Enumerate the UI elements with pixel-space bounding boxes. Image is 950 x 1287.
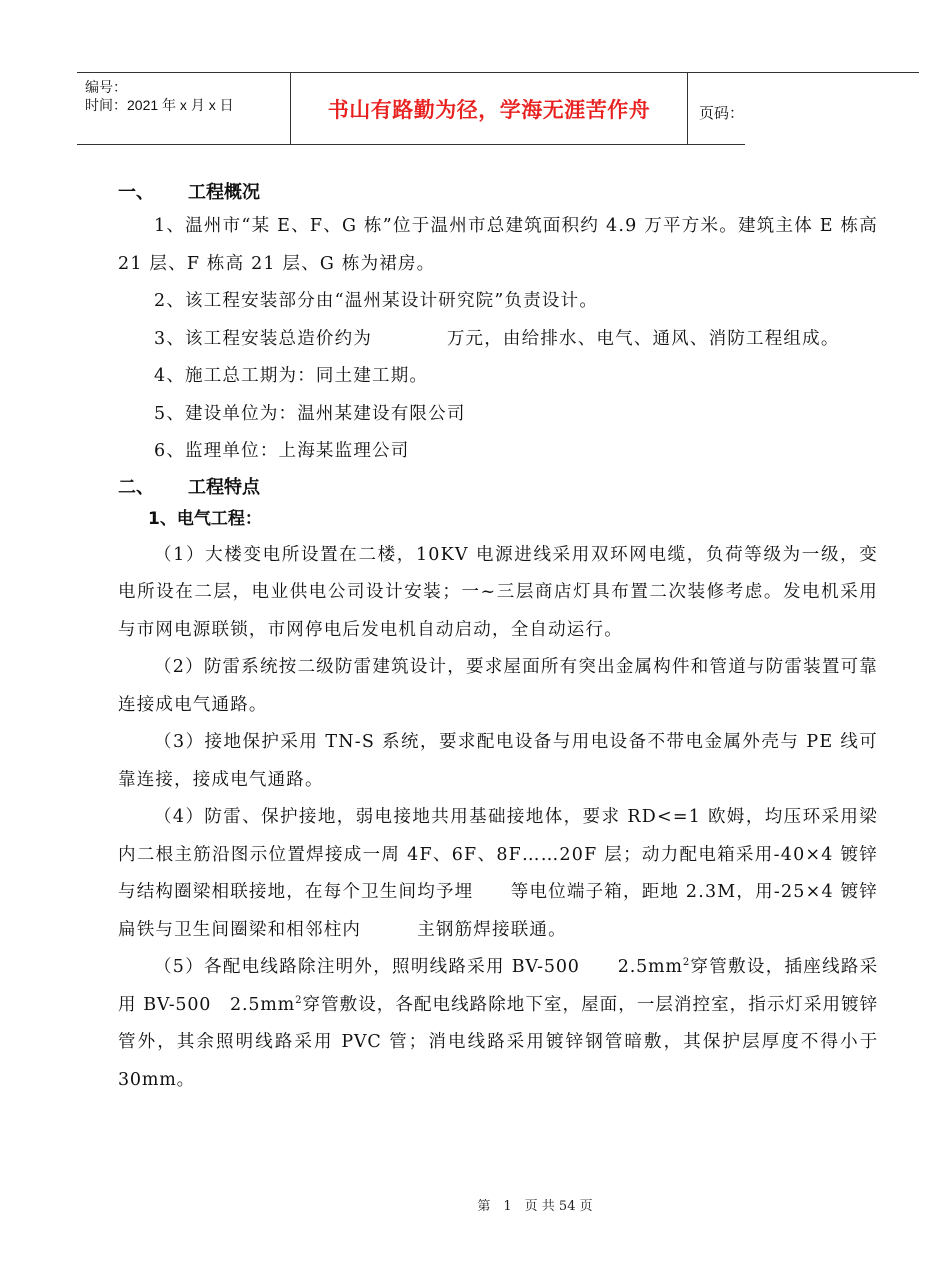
paragraph: （3）接地保护采用 TN-S 系统，要求配电设备与用电设备不带电金属外壳与 PE 线可靠连接，接成电气通路。 [118,732,878,790]
paragraph: 3、该工程安装总造价约为 万元，由给排水、电气、通风、消防工程组成。 [154,328,840,349]
header-top-rule [77,72,919,73]
header-motto: 书山有路勤为径，学海无涯苦作舟 [327,98,651,122]
header-bottom-rule [77,144,745,145]
section-number: 一、 [118,182,154,203]
paragraph [118,949,878,1099]
text-run: 穿管敷设，插座线路采用 BV-500 2.5mm [118,957,878,1015]
paragraph: 1、温州市“某 E、F、G 栋”位于温州市总建筑面积约 4.9 万平方米。建筑主体 E 栋高 21 层、F 栋高 21 层、G 栋为裙房。 [118,216,878,274]
page-footer: 第 1 页 共 54 页 [477,1199,593,1214]
superscript: 2 [295,994,303,1006]
time-label: 时间：2021 年 x 月 x 日 [85,97,234,113]
paragraph: （2）防雷系统按二级防雷建筑设计，要求屋面所有突出金属构件和管道与防雷装置可靠连接成电气通路。 [118,657,878,715]
header-divider [687,72,688,145]
text-run: （5）各配电线路除注明外，照明线路采用 BV-500 2.5mm [154,957,683,977]
document-body [118,178,878,1099]
page-number-label: 页码： [699,104,745,122]
paragraph: 6、监理单位：上海某监理公司 [154,441,410,461]
header-meta [85,78,234,114]
superscript: 2 [682,957,690,969]
section-title: 工程概况 [188,182,260,203]
paragraph: 5、建设单位为：温州某建设有限公司 [154,403,466,424]
page-header [77,72,919,145]
paragraph: （4）防雷、保护接地，弱电接地共用基础接地体，要求 RD<=1 欧姆，均压环采用梁内二根主筋沿图示位置焊接成一周 4F、6F、8F……20F 层；动力配电箱采用-40×4 镀锌与结构圈梁相联接地，在每个卫生间均予埋 等电位端子箱，距地 2.3M，用-25×4 镀锌扁铁与卫生间圈梁和相邻柱内 主钢筋焊接联通。 [118,807,878,940]
section-number: 二、 [118,476,154,498]
section-title: 工程特点 [188,476,260,498]
text-run: 穿管敷设，各配电线路除地下室，屋面，一层消控室，指示灯采用镀锌管外，其余照明线路采用 PVC 管；消电线路采用镀锌钢管暗敷，其保护层厚度不得小于 30mm。 [118,994,878,1090]
number-label: 编号： [85,79,127,95]
paragraph: （1）大楼变电所设置在二楼，10KV 电源进线采用双环网电缆，负荷等级为一级，变电所设在二层，电业供电公司设计安装；一~三层商店灯具布置二次装修考虑。发电机采用与市网电源联锁，市网停电后发电机自动启动，全自动运行。 [118,544,878,640]
section-heading [118,473,878,503]
section-heading [118,178,878,208]
paragraph: 4、施工总工期为：同土建工期。 [154,366,429,386]
paragraph: 2、该工程安装部分由“温州某设计研究院”负责设计。 [154,291,599,311]
subsection-heading: 1、电气工程： [148,508,262,529]
